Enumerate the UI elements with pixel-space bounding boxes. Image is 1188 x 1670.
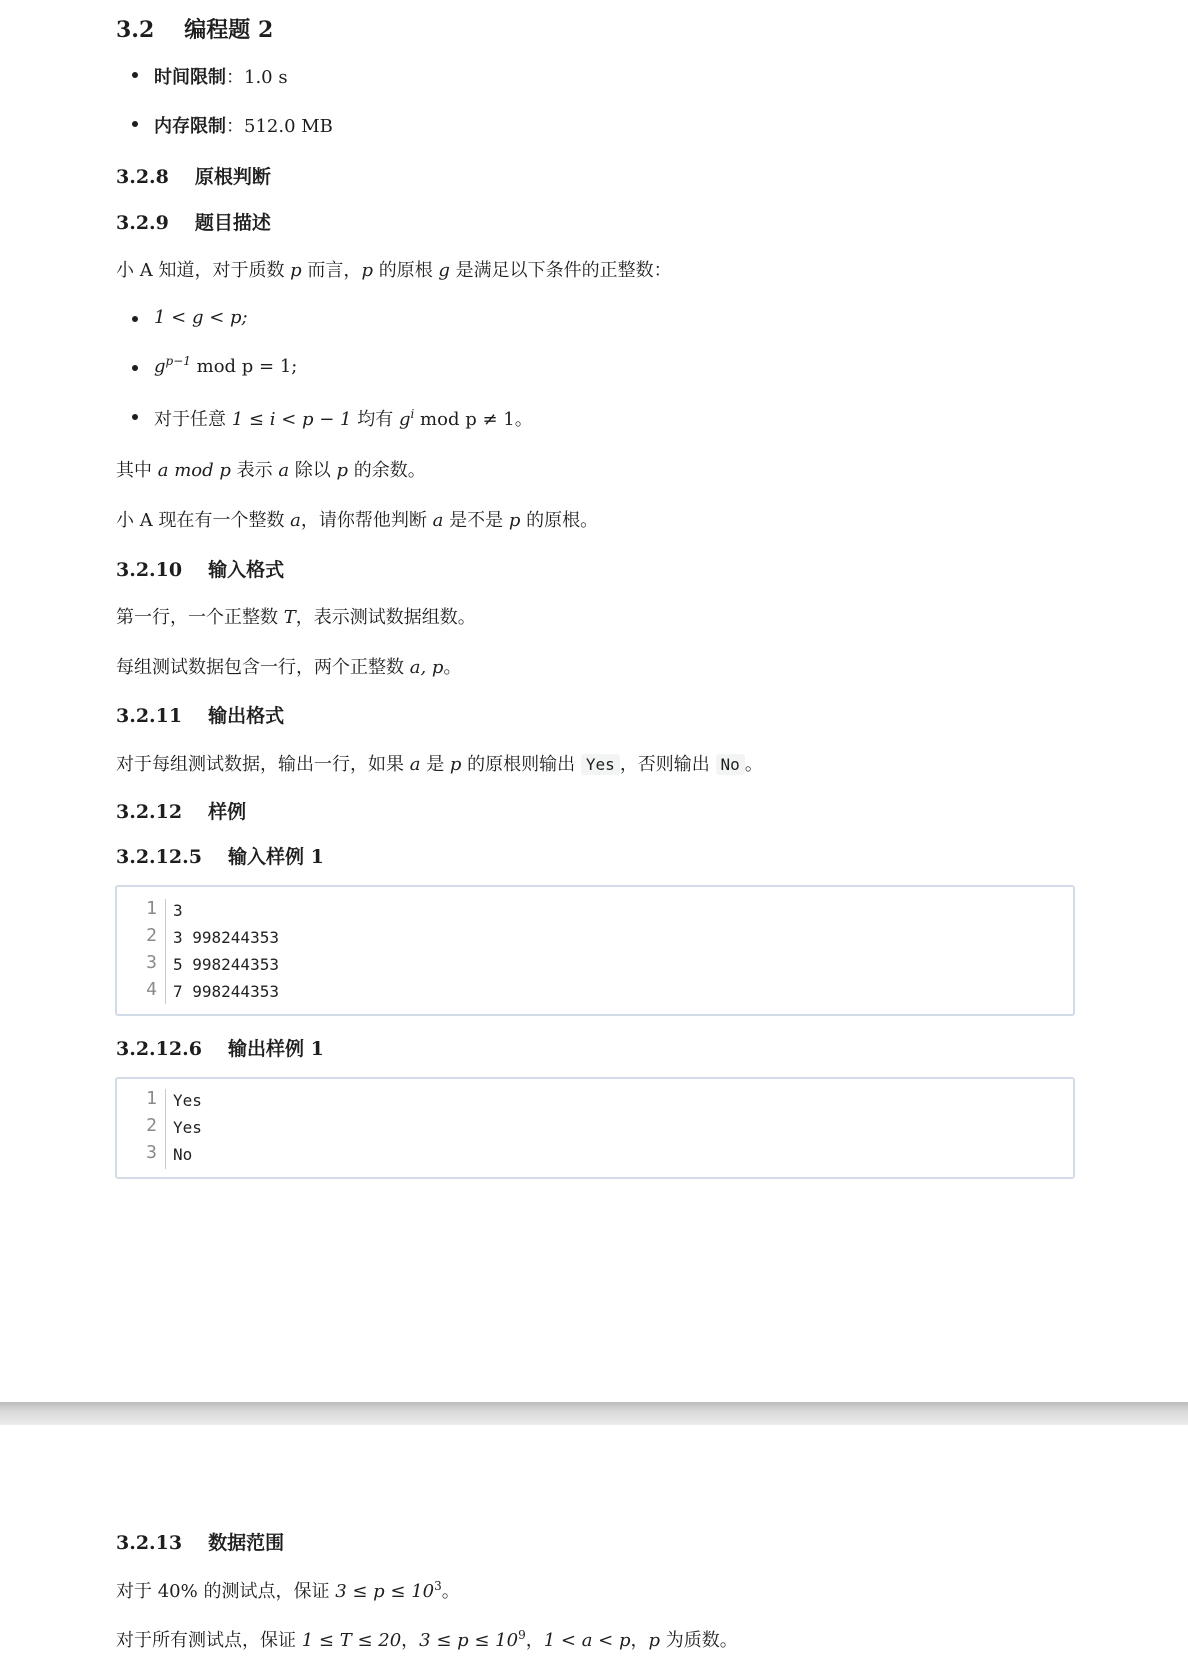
text: 对于每组测试数据，输出一行，如果 xyxy=(116,754,410,775)
heading-title: 数据范围 xyxy=(208,1532,285,1554)
text: ， xyxy=(630,1630,649,1651)
heading-number: 3.2.12.5 xyxy=(116,846,202,868)
math-a: a xyxy=(290,510,301,531)
text: 。 xyxy=(744,754,763,775)
code-line xyxy=(117,952,1073,979)
inline-code-yes: Yes xyxy=(581,754,620,775)
code-line xyxy=(117,979,1073,1006)
math-exponent: p−1 xyxy=(165,354,191,368)
math-a: a xyxy=(278,460,290,481)
text: 为质数。 xyxy=(660,1630,738,1651)
inline-code-no: No xyxy=(716,754,745,775)
text: 对于 xyxy=(116,1581,158,1602)
math-range-i: 1 ≤ i < p − 1 xyxy=(231,409,352,430)
heading-number: 3.2 xyxy=(116,17,155,43)
text: 的余数。 xyxy=(348,460,426,481)
text: 其中 xyxy=(116,460,158,481)
memory-limit-label: 内存限制 xyxy=(154,116,226,137)
text: 对于所有测试点，保证 xyxy=(116,1630,302,1651)
text: 。 xyxy=(441,1581,460,1602)
math-p: p xyxy=(508,510,521,531)
sample-input-codeblock xyxy=(115,885,1075,1016)
code-line xyxy=(117,898,1073,925)
range-all xyxy=(116,1626,738,1652)
section-heading-3-2-9 xyxy=(116,208,271,235)
heading-title: 输入样例 1 xyxy=(227,846,324,868)
range-40-percent xyxy=(116,1577,460,1603)
section-heading-3-2-10 xyxy=(116,555,284,582)
code-line xyxy=(117,1142,1073,1169)
text: ， xyxy=(525,1630,544,1651)
heading-number: 3.2.10 xyxy=(116,559,183,581)
text: ， xyxy=(401,1630,420,1651)
math-condition-3: mod p ≠ 1 xyxy=(414,409,515,430)
text: 对于任意 xyxy=(154,409,232,430)
line-number: 1 xyxy=(146,1088,157,1109)
code-line xyxy=(117,925,1073,952)
heading-title: 样例 xyxy=(208,801,247,823)
page-break-divider xyxy=(0,1402,1188,1425)
text: 均有 xyxy=(351,409,399,430)
text: 第一行，一个正整数 xyxy=(116,607,284,628)
list-item-memory-limit: 内存限制：512.0 MB xyxy=(116,112,333,138)
code-text: No xyxy=(173,1145,193,1164)
line-number: 2 xyxy=(146,925,157,946)
math-p: p xyxy=(449,754,462,775)
math-p-range: 3 ≤ p ≤ 10 xyxy=(419,1630,519,1651)
section-heading-3-2-11 xyxy=(116,701,284,728)
math-mod: a mod p xyxy=(157,460,231,481)
math-exponent: i xyxy=(410,407,415,421)
math-condition-1: 1 < g < p; xyxy=(154,307,248,328)
text: 表示 xyxy=(230,460,279,481)
heading-number: 3.2.11 xyxy=(116,705,183,727)
text: 的原根。 xyxy=(520,510,599,531)
code-text: Yes xyxy=(173,1091,202,1110)
section-heading-3-2-12-5 xyxy=(116,842,324,869)
sample-output-codeblock xyxy=(115,1077,1075,1179)
math-a: a xyxy=(432,510,444,531)
heading-title: 原根判断 xyxy=(194,166,271,188)
text: 每组测试数据包含一行，两个正整数 xyxy=(116,657,410,678)
math-T: T xyxy=(283,607,296,628)
line-number: 4 xyxy=(146,979,157,1000)
input-line-2 xyxy=(116,653,461,679)
math-g: g xyxy=(438,260,450,281)
code-text: 7 998244353 xyxy=(173,982,279,1001)
condition-3 xyxy=(116,405,533,431)
heading-number: 3.2.8 xyxy=(116,166,169,188)
time-limit-value: 1.0 s xyxy=(244,67,288,88)
line-number: 1 xyxy=(146,898,157,919)
text: ，请你帮他判断 xyxy=(300,510,433,531)
text: 的测试点，保证 xyxy=(197,1581,336,1602)
heading-title: 编程题 2 xyxy=(184,17,274,43)
code-line xyxy=(117,1115,1073,1142)
code-line xyxy=(117,1088,1073,1115)
text: 小 A 现在有一个整数 xyxy=(116,510,291,531)
math-p-range: 3 ≤ p ≤ 10 xyxy=(335,1581,435,1602)
mod-definition xyxy=(116,456,426,482)
text: 的原根则输出 xyxy=(461,754,581,775)
task-statement xyxy=(116,506,598,532)
math-p: p xyxy=(648,1630,661,1651)
math-exponent: 3 xyxy=(434,1579,442,1593)
line-number: 3 xyxy=(146,952,157,973)
math-p: p xyxy=(361,260,373,281)
code-text: Yes xyxy=(173,1118,202,1137)
heading-number: 3.2.9 xyxy=(116,212,169,234)
text: 的原根 xyxy=(372,260,439,281)
math-g: g xyxy=(398,409,411,430)
heading-title: 输出格式 xyxy=(208,705,285,727)
math-T-range: 1 ≤ T ≤ 20 xyxy=(301,1630,402,1651)
text: 是 xyxy=(420,754,450,775)
math-p: p xyxy=(290,260,302,281)
text: 。 xyxy=(443,657,462,678)
section-heading-3-2-13 xyxy=(116,1528,284,1555)
math-a-range: 1 < a < p xyxy=(543,1630,631,1651)
line-number: 2 xyxy=(146,1115,157,1136)
text: 。 xyxy=(514,409,533,430)
line-number: 3 xyxy=(146,1142,157,1163)
code-text: 3 998244353 xyxy=(173,928,279,947)
output-description xyxy=(116,750,763,776)
text: 除以 xyxy=(289,460,337,481)
math-a: a xyxy=(409,754,421,775)
heading-number: 3.2.12 xyxy=(116,801,183,823)
heading-title: 输入格式 xyxy=(208,559,285,581)
code-text: 3 xyxy=(173,901,183,920)
section-heading-3-2-12-6 xyxy=(116,1034,324,1061)
section-heading-3-2-12 xyxy=(116,797,246,824)
document-page-2 xyxy=(0,1425,1188,1670)
condition-2 xyxy=(116,356,297,377)
math-g: g xyxy=(154,356,166,377)
text: ，否则输出 xyxy=(619,754,716,775)
text: 而言， xyxy=(301,260,362,281)
description-intro xyxy=(116,256,672,282)
section-heading-3-2 xyxy=(116,13,273,44)
text: 是满足以下条件的正整数： xyxy=(449,260,672,281)
code-text: 5 998244353 xyxy=(173,955,279,974)
memory-limit-value: 512.0 MB xyxy=(244,116,333,137)
heading-number: 3.2.12.6 xyxy=(116,1038,202,1060)
math-condition-2: mod p = 1; xyxy=(190,356,298,377)
section-heading-3-2-8 xyxy=(116,162,271,189)
list-item-time-limit: 时间限制：1.0 s xyxy=(116,63,288,89)
condition-1 xyxy=(116,307,248,328)
heading-number: 3.2.13 xyxy=(116,1532,183,1554)
math-p: p xyxy=(336,460,349,481)
text: 小 A 知道，对于质数 xyxy=(116,260,291,281)
percent-value: 40% xyxy=(157,1581,198,1602)
heading-title: 题目描述 xyxy=(194,212,271,234)
text: ，表示测试数据组数。 xyxy=(295,607,476,628)
text: 是不是 xyxy=(443,510,509,531)
heading-title: 输出样例 1 xyxy=(227,1038,324,1060)
math-a-p: a, p xyxy=(409,657,444,678)
math-exponent: 9 xyxy=(518,1628,526,1642)
time-limit-label: 时间限制 xyxy=(154,67,226,88)
input-line-1 xyxy=(116,603,476,629)
